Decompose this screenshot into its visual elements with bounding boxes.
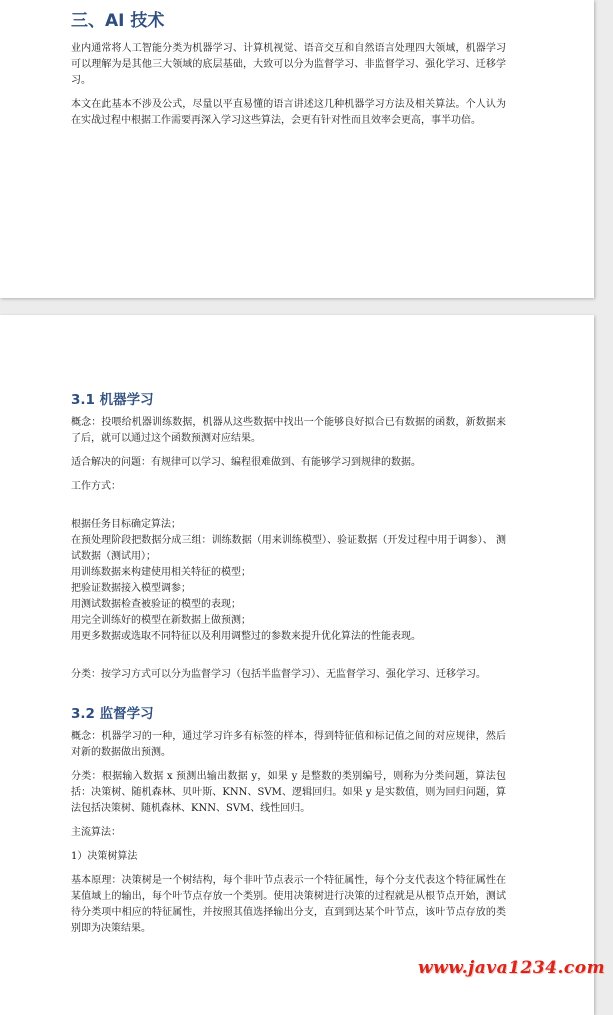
ml-workflow-steps	[71, 517, 506, 645]
watermark: www.java1234.com	[418, 958, 606, 978]
sl-concept: 概念：机器学习的一种，通过学习许多有标签的样本，得到特征值和标记值之间的对应规律，然后对新的数据做出预测。	[71, 731, 506, 758]
ml-suitable-problems: 适合解决的问题：有规律可以学习、编程很难做到、有能够学习到规律的数据。	[71, 457, 421, 468]
document-page-1	[0, 0, 594, 298]
decision-tree-title: 1）决策树算法	[71, 851, 138, 862]
paragraph: 本文在此基本不涉及公式，尽量以平直易懂的语言讲述这几种机器学习方法及相关算法。个人认为在实战过程中根据工作需要再深入学习这些算法，会更有针对性而且效率会更高，事半功倍。	[71, 99, 506, 126]
ml-classification: 分类：按学习方式可以分为监督学习（包括半监督学习）、无监督学习、强化学习、迁移学习。	[71, 669, 486, 680]
sl-main-algorithms: 主流算法：	[71, 827, 121, 838]
ml-concept: 概念：投喂给机器训练数据，机器从这些数据中找出一个能够良好拟合已有数据的函数，新数据来了后，就可以通过这个函数预测对应结果。	[71, 417, 506, 444]
section-heading-ai-tech: 三、AI 技术	[71, 11, 165, 31]
workflow-step: 把验证数据接入模型调参；	[71, 583, 191, 594]
workflow-step: 在预处理阶段把数据分成三组：训练数据（用来训练模型）、验证数据（开发过程中用于调参）、 测试数据（测试用）；	[71, 535, 506, 562]
document-page-2	[0, 315, 594, 1015]
decision-tree-principle: 基本原理：决策树是一个树结构，每个非叶节点表示一个特征属性，每个分支代表这个特征属性在某值域上的输出，每个叶节点存放一个类别。使用决策树进行决策的过程就是从根节点开始，测试待分类项中相应的特征属性，并按照其值选择输出分支，直到到达某个叶节点，该叶节点存放的类别即为决策结果。	[71, 875, 506, 934]
workflow-step: 用训练数据来构建使用相关特征的模型；	[71, 567, 251, 578]
sl-classification: 分类：根据输入数据 x 预测出输出数据 y，如果 y 是整数的类别编号，则称为分类问题，算法包括：决策树、随机森林、贝叶斯、KNN、SVM、逻辑回归。如果 y 是实数值，则为回归问题，算法包括决策树、随机森林、KNN、SVM、线性回归。	[71, 771, 506, 814]
workflow-step: 用完全训练好的模型在新数据上做预测；	[71, 615, 251, 626]
section-heading-supervised-learning: 3.2 监督学习	[71, 706, 154, 722]
section-heading-machine-learning: 3.1 机器学习	[71, 392, 154, 408]
workflow-step: 根据任务目标确定算法；	[71, 519, 181, 530]
paragraph: 业内通常将人工智能分类为机器学习、计算机视觉、语音交互和自然语言处理四大领域，机器学习可以理解为是其他三大领域的底层基础，大致可以分为监督学习、非监督学习、强化学习、迁移学习。	[71, 43, 506, 86]
ml-workflow-title: 工作方式：	[71, 481, 121, 492]
workflow-step: 用测试数据检查被验证的模型的表现；	[71, 599, 241, 610]
workflow-step: 用更多数据或选取不同特征以及利用调整过的参数来提升优化算法的性能表现。	[71, 631, 421, 642]
